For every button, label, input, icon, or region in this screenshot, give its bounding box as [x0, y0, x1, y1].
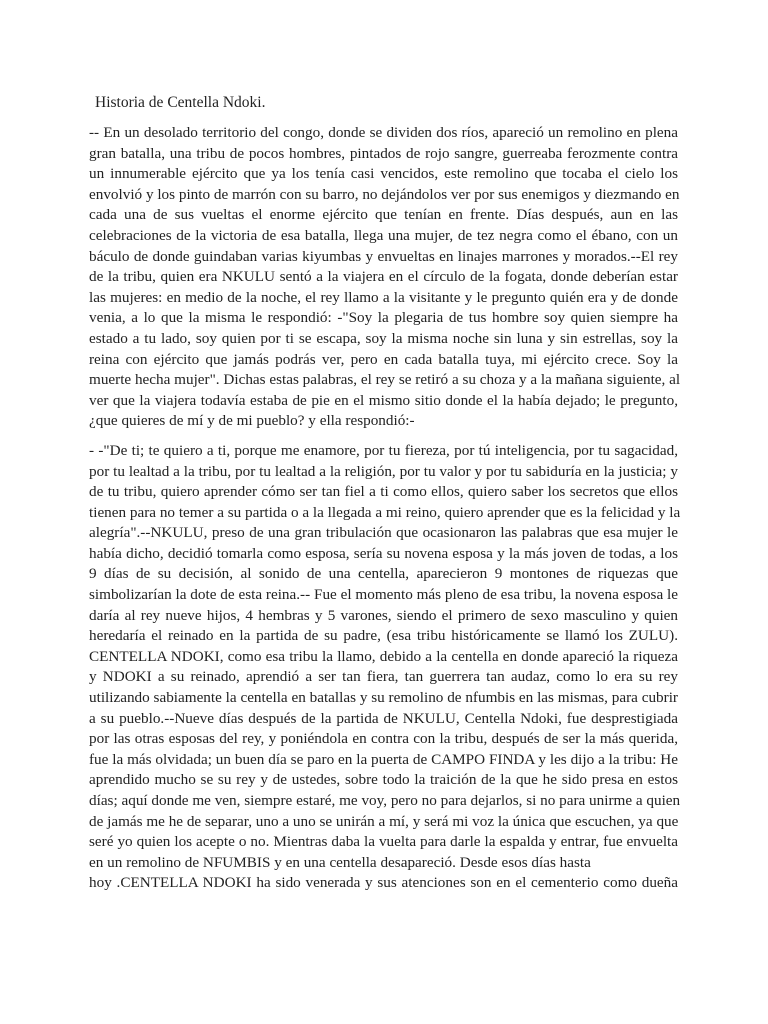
- text-line: simbolizarían la dote de esta reina.-- Fue el momento más pleno de esa tribu, la novena esposa le: [89, 586, 678, 604]
- text-line: aprendido mucho se su rey y de ustedes, sobre todo la traición de la que he sido presa en estos: [89, 771, 678, 789]
- document-body: [89, 123, 681, 894]
- text-line: de tu tribu, quiero aprender cómo ser tan fiel a ti como ellos, quiero saber los secretos que ellos: [89, 483, 678, 501]
- text-line: envolvió y los pinto de marrón con su barro, no dejándolos ver por sus enemigos y diezmando en: [89, 185, 680, 203]
- paragraph: [89, 441, 681, 894]
- document-title: Historia de Centella Ndoki.: [95, 94, 266, 111]
- paragraph: [89, 123, 681, 432]
- text-line: fue la más olvidada; un buen día se paro en la puerta de CAMPO FINDA y les dijo a la tribu: He: [89, 750, 678, 768]
- text-line: alegría".--NKULU, preso de una gran tribulación que ocasionaron las palabras que esa mujer le: [89, 524, 678, 542]
- text-line: muerte hecha mujer". Dichas estas palabras, el rey se retiró a su choza y a la mañana siguiente, al: [89, 371, 681, 389]
- text-line: a su pueblo.--Nueve días después de la partida de NKULU, Centella Ndoki, fue desprestigiada: [89, 709, 678, 727]
- text-line: 9 días de su decisión, al sonido de una centella, aparecieron 9 montones de riquezas que: [89, 565, 678, 583]
- text-line: por las otras esposas del rey, y poniéndola en contra con la tribu, después de ser la más querida,: [89, 730, 678, 748]
- text-line: estado a tu lado, soy quien por ti se escapa, soy la misma noche sin luna y sin estrellas, soy la: [89, 329, 678, 347]
- text-line: cada una de sus vueltas el enorme ejército que tenían en frente. Días después, aun en las: [89, 206, 678, 224]
- text-line: tienen para no temer a su partida o a la llegada a mi reino, quiero aprender que es la felicidad y la: [89, 503, 681, 521]
- text-line: celebraciones de la victoria de esa batalla, llega una mujer, de tez negra como el ébano, con un: [89, 226, 678, 244]
- text-line: heredaría el reinado en la partida de su padre, (esa tribu históricamente se llamó los ZULU).: [89, 627, 678, 645]
- document-page: [89, 93, 681, 903]
- text-line: hoy .CENTELLA NDOKI ha sido venerada y sus atenciones son en el cementerio como dueña: [89, 874, 678, 892]
- text-line: - -"De ti; te quiero a ti, porque me enamore, por tu fiereza, por tú inteligencia, por tu sagacidad,: [89, 441, 678, 459]
- text-line: ver que la viajera todavía estaba de pie en el mismo sitio donde el la había dejado; le pregunto,: [89, 391, 678, 409]
- text-line: de jamás me he de separar, uno a uno se unirán a mí, y será mi voz la única que escuchen, ya que: [89, 812, 679, 830]
- text-line: en un remolino de NFUMBIS y en una centella desapareció. Desde esos días hasta: [89, 853, 591, 871]
- text-line: las mujeres: en medio de la noche, el rey llamo a la visitante y le pregunto quién era y de donde: [89, 288, 678, 306]
- text-line: reina con ejército que jamás podrás ver, pero en cada batalla tuya, mi ejército crece. Soy la: [89, 350, 678, 368]
- text-line: venia, a lo que la misma le respondió: -"Soy la plegaria de tus hombre soy quien siempre ha: [89, 309, 678, 327]
- text-line: báculo de donde guindaban varias kiyumbas y envueltas en linajes marrones y morados.--El rey: [89, 247, 678, 265]
- text-line: CENTELLA NDOKI, como esa tribu la llamo, debido a la centella en donde apareció la riqueza: [89, 647, 678, 665]
- text-line: -- En un desolado territorio del congo, donde se dividen dos ríos, apareció un remolino en plena: [89, 124, 678, 141]
- text-line: un innumerable ejército que ya los tenía casi vencidos, este remolino que tocaba el cielo los: [89, 165, 678, 183]
- text-line: seré yo quien los acepte o no. Mientras daba la vuelta para darle la espalda y entrar, fue envuelta: [89, 833, 678, 851]
- text-line: y NDOKI a su reinado, aprendió a ser tan fiera, tan guerrera tan audaz, como lo era su rey: [89, 668, 678, 686]
- text-line: por tu lealtad a la tribu, por tu lealtad a la religión, por tu valor y por tu sabiduría en la justicia; y: [89, 462, 678, 480]
- text-line: de la tribu, quien era NKULU sentó a la viajera en el círculo de la fogata, donde deberían estar: [89, 268, 678, 286]
- text-line: daría al rey nueve hijos, 4 hembras y 5 varones, siendo el primero de sexo masculino y quien: [89, 606, 678, 624]
- text-line: había dicho, decidió tomarla como esposa, sería su novena esposa y la más joven de todas, a los: [89, 544, 678, 562]
- text-line: gran batalla, una tribu de pocos hombres, pintados de rojo sangre, guerreaba ferozmente contra: [89, 144, 678, 162]
- text-line: días; aquí donde me ven, siempre estaré, me voy, pero no para dejarlos, si no para unirme a quien: [89, 792, 681, 809]
- text-line: ¿que quieres de mí y de mi pueblo? y ella respondió:-: [89, 412, 415, 430]
- text-line: utilizando sabiamente la centella en batallas y su remolino de nfumbis en las mismas, para cubrir: [89, 689, 678, 707]
